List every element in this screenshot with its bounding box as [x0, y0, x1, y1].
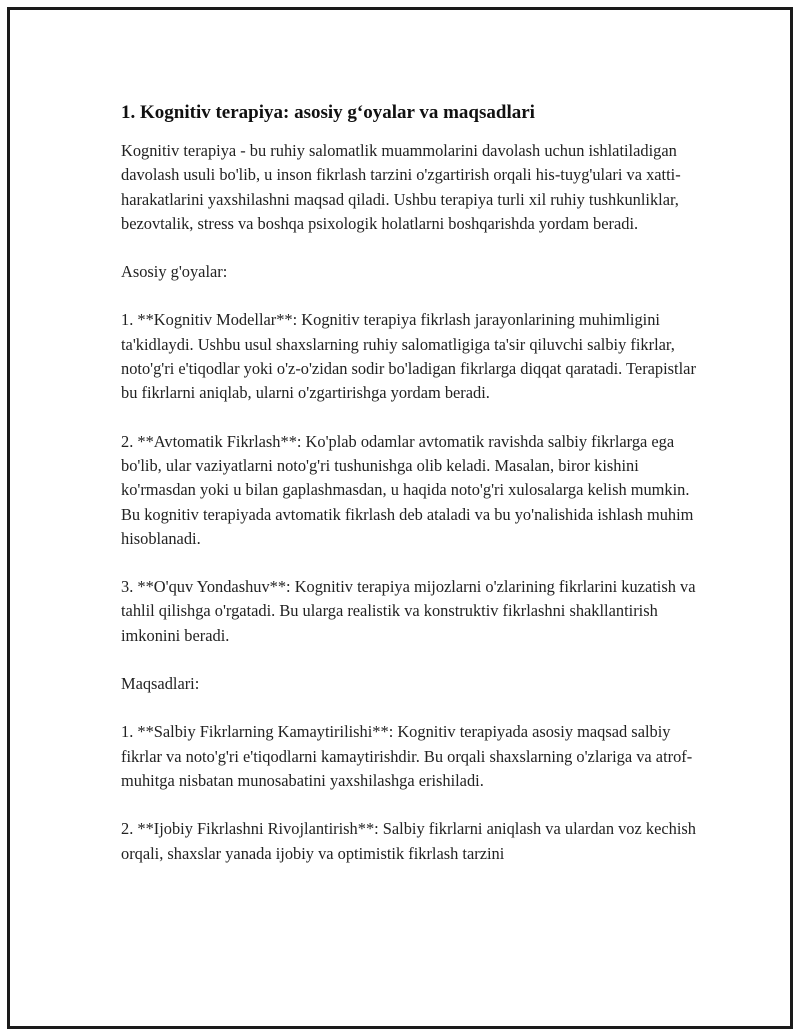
main-ideas-heading: Asosiy g'oyalar:: [121, 262, 228, 282]
goal-1-paragraph: 1. **Salbiy Fikrlarning Kamaytirilishi**: Kognitiv terapiyada asosiy maqsad salbiy fikrlar va noto'g'ri e'tiqodlarni kamaytirishdir. Bu orqali shaxslarning o'zlariga va atrof-muhitga nisbatan munosabatini yaxshilashga erishiladi.: [121, 722, 693, 790]
page-frame: [7, 7, 793, 1029]
document-title: 1. Kognitiv terapiya: asosiy g‘oyalar va maqsadlari: [121, 102, 535, 123]
goal-2-paragraph: 2. **Ijobiy Fikrlashni Rivojlantirish**: Salbiy fikrlarni aniqlash va ulardan voz kechish orqali, shaxslar yanada ijobiy va optimistik fikrlash tarzini: [121, 819, 696, 863]
intro-paragraph: Kognitiv terapiya - bu ruhiy salomatlik muammolarini davolash uchun ishlatiladigan davolash usuli bo'lib, u inson fikrlash tarzini o'zgartirish orqali his-tuyg'ulari va xatti-harakatlarini yaxshilashni maqsad qiladi. Ushbu terapiya turli xil ruhiy tushkunliklar, bezovtalik, stress va boshqa psixologik holatlarni boshqarishda yordam beradi.: [121, 141, 681, 233]
idea-2-paragraph: 2. **Avtomatik Fikrlash**: Ko'plab odamlar avtomatik ravishda salbiy fikrlarga ega bo'lib, ular vaziyatlarni noto'g'ri tushunishga olib keladi. Masalan, biror kishini ko'rmasdan yoki u bilan gaplashmasdan, u haqida noto'g'ri xulosalarga kelish mumkin. Bu kognitiv terapiyada avtomatik fikrlash deb ataladi va bu yo'nalishida ishlash muhim hisoblanadi.: [121, 431, 694, 548]
document-body: [121, 100, 701, 890]
idea-3-paragraph: 3. **O'quv Yondashuv**: Kognitiv terapiya mijozlarni o'zlarining fikrlarini kuzatish va tahlil qilishga o'rgatadi. Bu ularga realistik va konstruktiv fikrlashni shakllantirish imkonini beradi.: [121, 577, 696, 645]
idea-1-paragraph: 1. **Kognitiv Modellar**: Kognitiv terapiya fikrlash jarayonlarining muhimligini ta'kidlaydi. Ushbu usul shaxslarning ruhiy salomatligiga ta'sir qiluvchi salbiy fikrlar, noto'g'ri e'tiqodlar yoki o'z-o'zidan sodir bo'ladigan fikrlarga diqqat qaratadi. Terapistlar bu fikrlarni aniqlab, ularni o'zgartirishga yordam beradi.: [121, 310, 696, 403]
goals-heading: Maqsadlari:: [121, 674, 200, 694]
